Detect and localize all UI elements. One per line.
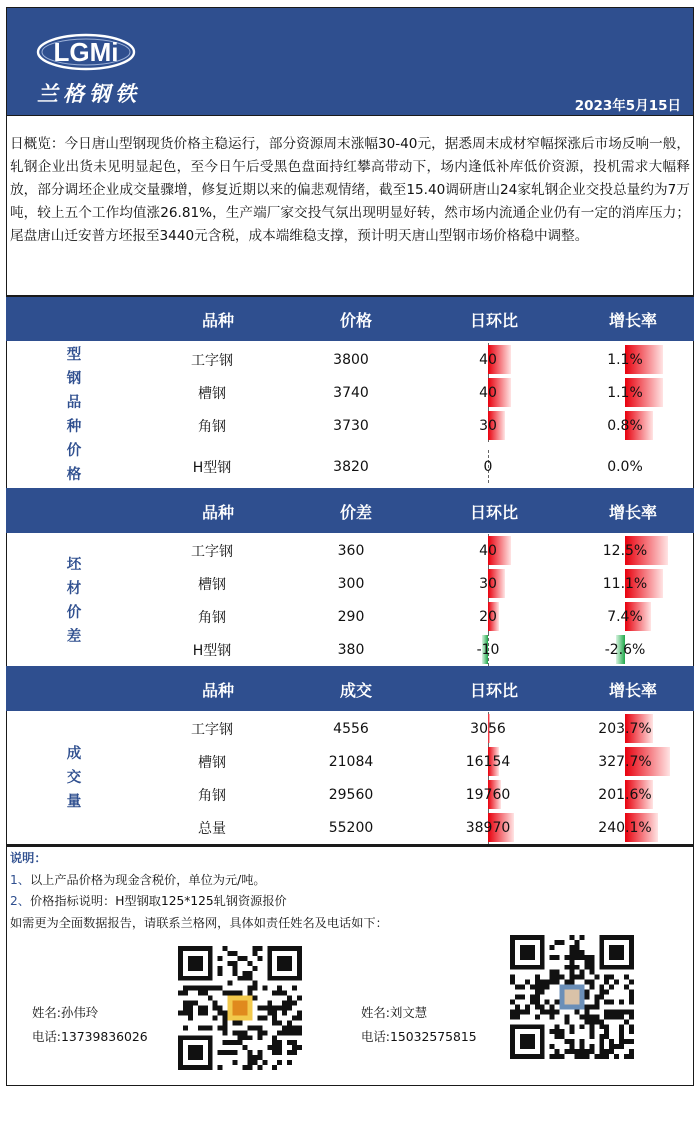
daily-change-cell: [420, 450, 556, 483]
qr-code-icon: [178, 946, 302, 1070]
daily-change-label: -10: [476, 641, 500, 658]
column-header: 价格: [339, 311, 373, 330]
notes-title: 说明：: [10, 851, 47, 865]
growth-rate-label: 0.0%: [607, 458, 643, 475]
notes: [10, 848, 388, 934]
product-name: 槽钢: [198, 576, 226, 593]
table-row: [142, 778, 694, 811]
growth-rate-cell: [556, 778, 694, 811]
logo-text: LGMi: [53, 37, 119, 67]
note-1: [10, 870, 388, 892]
growth-rate-cell: [556, 633, 694, 666]
column-header: 日环比: [469, 503, 519, 522]
price-value: 3820: [333, 458, 369, 475]
note-1-text: 以上产品价格为现金含税价，单位为元/吨。: [29, 872, 266, 887]
table-row: [142, 745, 694, 778]
price-value: 290: [337, 608, 365, 625]
daily-change-cell: [420, 778, 556, 811]
section-side-label: [6, 534, 142, 667]
price-value: 3740: [333, 384, 369, 401]
daily-change-cell: [420, 745, 556, 778]
daily-change-label: 20: [479, 608, 497, 625]
note-2-number: 2、: [10, 894, 30, 908]
growth-rate-cell: [556, 343, 694, 376]
product-name: 工字钢: [191, 721, 233, 738]
daily-change-label: 3056: [470, 720, 506, 737]
table-row: [142, 567, 694, 600]
growth-rate-label: 1.1%: [607, 384, 643, 401]
price-value: 360: [337, 542, 365, 559]
growth-rate-cell: [556, 811, 694, 844]
table-row: [142, 811, 694, 844]
daily-change-label: 40: [479, 384, 497, 401]
product-name: 槽钢: [198, 754, 226, 771]
column-header: 增长率: [608, 503, 658, 522]
table-row: [142, 409, 694, 442]
side-label-text: 坯材价差: [66, 556, 82, 645]
price-value: 380: [337, 641, 365, 658]
table-row: [142, 712, 694, 745]
contact-2: [361, 1001, 477, 1049]
daily-change-label: 30: [479, 575, 497, 592]
price-value: 3730: [333, 417, 369, 434]
growth-rate-label: 201.6%: [598, 786, 652, 803]
growth-rate-cell: [556, 534, 694, 567]
product-name: 工字钢: [191, 543, 233, 560]
growth-rate-label: 11.1%: [602, 575, 648, 592]
table-header-band: [6, 666, 694, 711]
column-header: 增长率: [608, 311, 658, 330]
daily-change-label: 40: [479, 542, 497, 559]
contact-1-phone: 电话:13739836026: [32, 1029, 148, 1044]
growth-rate-cell: [556, 376, 694, 409]
growth-rate-cell: [556, 745, 694, 778]
column-header: 成交: [339, 681, 373, 700]
daily-change-label: 16154: [465, 753, 511, 770]
contact-1: [32, 1001, 148, 1049]
section-side-label: [6, 341, 142, 488]
growth-rate-cell: [556, 409, 694, 442]
note-2-text: 价格指标说明：H型钢取125*125轧钢资源报价: [29, 894, 287, 908]
growth-rate-label: 240.1%: [598, 819, 652, 836]
growth-rate-label: 203.7%: [598, 720, 652, 737]
section-side-label: [6, 712, 142, 844]
note-2: [10, 891, 388, 913]
daily-change-label: 19760: [465, 786, 511, 803]
price-value: 55200: [328, 819, 374, 836]
column-header: 价差: [339, 503, 373, 522]
side-label-text: 型钢品种价格: [66, 346, 82, 483]
table-header-band: [6, 296, 694, 341]
daily-change-label: 30: [479, 417, 497, 434]
product-name: H型钢: [192, 459, 232, 476]
product-name: 槽钢: [198, 385, 226, 402]
table-row: [142, 376, 694, 409]
growth-rate-label: 327.7%: [598, 753, 652, 770]
daily-change-label: 40: [479, 351, 497, 368]
daily-change-label: 38970: [465, 819, 511, 836]
column-header: 日环比: [469, 311, 519, 330]
contact-2-name: 姓名:刘文慧: [361, 1005, 428, 1020]
qr-code-icon: [510, 935, 634, 1059]
growth-rate-cell: [556, 450, 694, 483]
growth-rate-label: 0.8%: [607, 417, 643, 434]
growth-rate-label: 7.4%: [607, 608, 643, 625]
daily-change-cell: [420, 343, 556, 376]
daily-change-label: 0: [483, 458, 493, 475]
daily-change-cell: [420, 409, 556, 442]
contact-1-name: 姓名:孙伟玲: [32, 1005, 99, 1020]
daily-change-cell: [420, 811, 556, 844]
notes-divider: [6, 844, 694, 846]
table-row: [142, 534, 694, 567]
product-name: 角钢: [198, 418, 226, 435]
column-header: 日环比: [469, 681, 519, 700]
growth-rate-cell: [556, 712, 694, 745]
contact-2-phone: 电话:15032575815: [361, 1029, 477, 1044]
daily-change-cell: [420, 376, 556, 409]
note-3: 如需更为全面数据报告，请联系兰格网，具体如责任姓名及电话如下：: [10, 915, 388, 930]
price-value: 3800: [333, 351, 369, 368]
daily-change-cell: [420, 534, 556, 567]
growth-rate-cell: [556, 567, 694, 600]
daily-change-cell: [420, 633, 556, 666]
note-1-number: 1、: [10, 872, 30, 887]
column-header: 品种: [201, 681, 235, 700]
daily-summary: 日概览：今日唐山型钢现货价格主稳运行，部分资源周末涨幅30-40元，据悉周末成材窄幅探涨后市场反响一般，轧钢企业出货未见明显起色，至今日午后受黑色盘面持红攀高带动下，场内逢低补库低价资源，投机需求大幅释放，部分调坯企业成交量骤增，修复近期以来的偏悲观情绪，截至15.40调研唐山24家轧钢企业交投总量约为7万吨，较上五个工作均值涨26.81%，生产端厂家交投气氛出现明显好转，然市场内流通企业仍有一定的消库压力；尾盘唐山迁安普方坯报至3440元含税，成本端维稳支撑，预计明天唐山型钢市场价格稳中调整。: [10, 136, 690, 245]
column-header: 品种: [201, 503, 235, 522]
product-name: 角钢: [198, 609, 226, 626]
product-name: H型钢: [192, 642, 232, 659]
price-value: 29560: [328, 786, 374, 803]
daily-change-cell: [420, 712, 556, 745]
section-divider: [6, 295, 694, 297]
table-row: [142, 600, 694, 633]
daily-change-cell: [420, 567, 556, 600]
price-value: 21084: [328, 753, 374, 770]
column-header: 增长率: [608, 681, 658, 700]
price-value: 4556: [333, 720, 369, 737]
table-header-band: [6, 488, 694, 533]
side-label-text: 成交量: [66, 746, 82, 810]
growth-rate-label: -2.6%: [604, 641, 646, 658]
daily-change-cell: [420, 600, 556, 633]
table-row: [142, 343, 694, 376]
logo-chinese-name: 兰格钢铁: [37, 81, 141, 106]
price-value: 300: [337, 575, 365, 592]
table-row: [142, 450, 694, 483]
growth-rate-label: 12.5%: [602, 542, 648, 559]
product-name: 角钢: [198, 787, 226, 804]
growth-rate-cell: [556, 600, 694, 633]
growth-rate-label: 1.1%: [607, 351, 643, 368]
table-row: [142, 633, 694, 666]
report-date: 2023年5月15日: [574, 98, 681, 114]
product-name: 总量: [198, 820, 226, 837]
column-header: 品种: [201, 311, 235, 330]
product-name: 工字钢: [191, 352, 233, 369]
